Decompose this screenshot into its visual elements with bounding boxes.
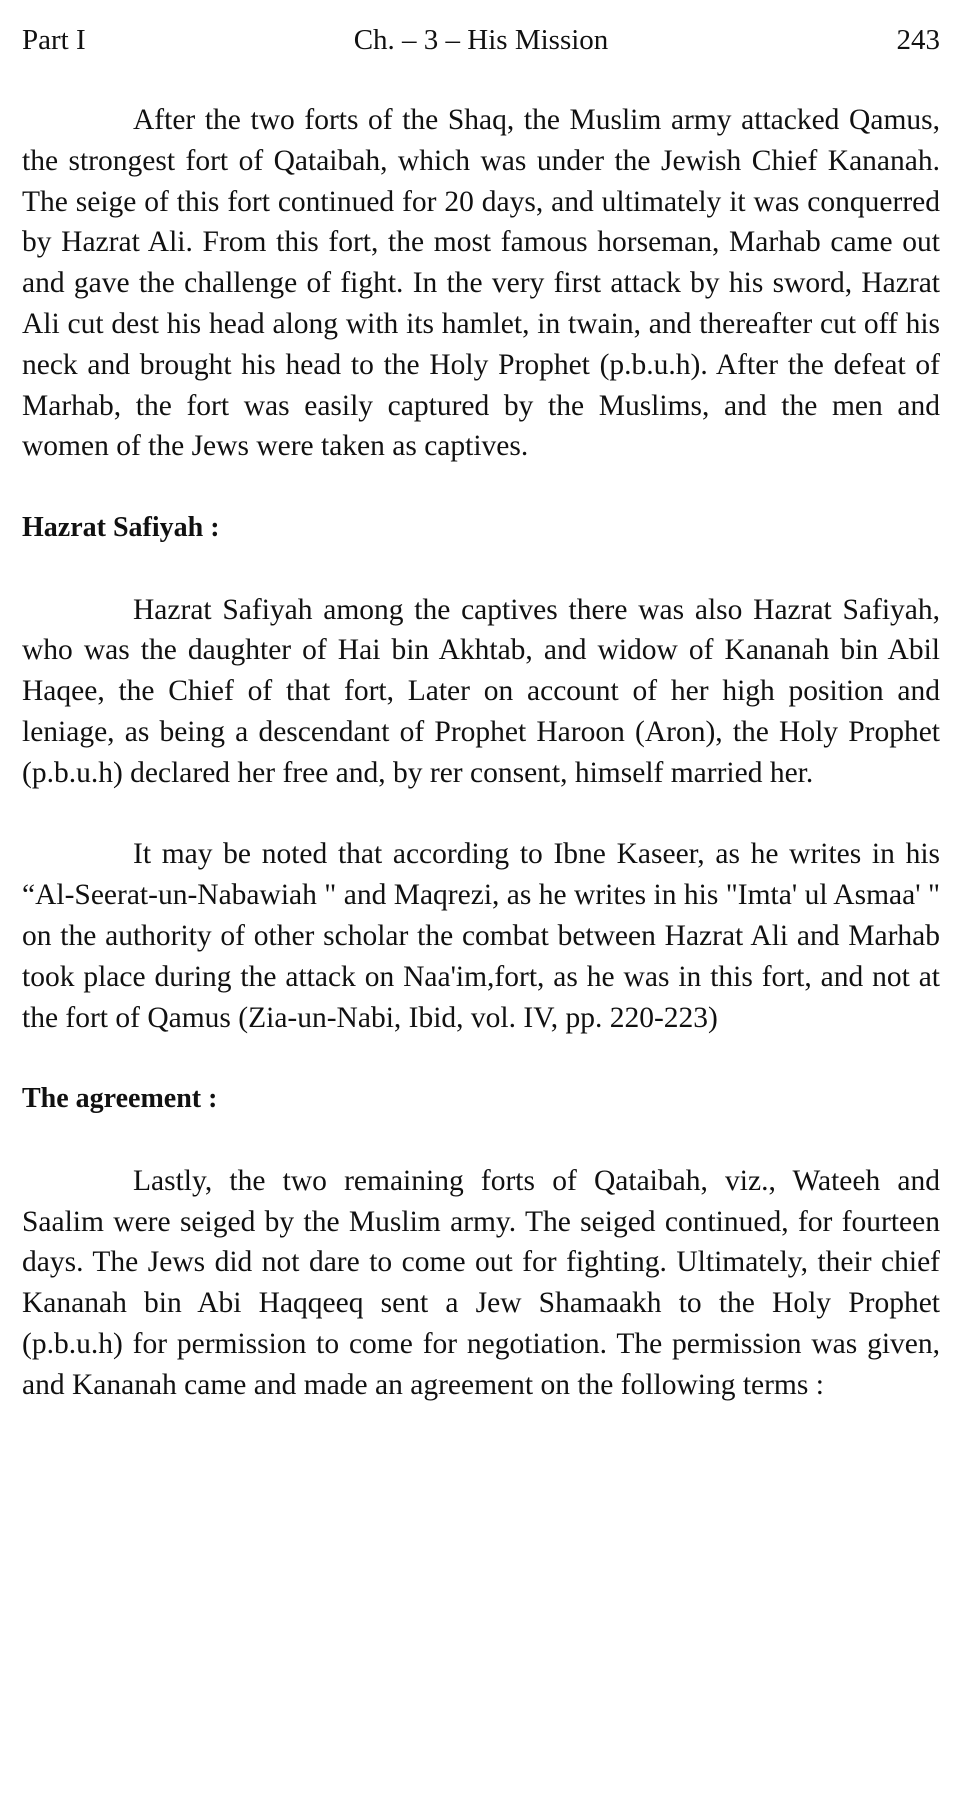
paragraph-agreement: Lastly, the two remaining forts of Qataibah, viz., Wateeh and Saalim were seiged by the Muslim army. The seiged continued, for fourteen days. The Jews did not dare to come out for fighting. Ultimately, their chief Kananah bin Abi Haqqeeq sent a Jew Shamaakh to the Holy Prophet (p.b.u.h) for permission to come for negotiation. The permission was given, and Kananah came and made an agreement on the following terms : <box>22 1164 940 1401</box>
heading-hazrat-safiyah: Hazrat Safiyah : <box>22 511 220 543</box>
body-text <box>22 100 940 1406</box>
heading-the-agreement: The agreement : <box>22 1083 218 1115</box>
paragraph-ibne-kaseer-note: It may be noted that according to Ibne Kaseer, as he writes in his “Al-Seerat-un-Nabawiah " and Maqrezi, as he writes in his "Imta' ul Asmaa' " on the authority of other scholar the combat between Hazrat Ali and Marhab took place during the attack on Naa'im,fort, as he was in this fort, and not at the fort of Qamus (Zia-un-Nabi, Ibid, vol. IV, pp. 220-223) <box>22 838 940 1034</box>
paragraph-fort-qamus: After the two forts of the Shaq, the Muslim army attacked Qamus, the strongest fort of Qataibah, which was under the Jewish Chief Kananah. The seige of this fort continued for 20 days, and ultimately it was conquerred by Hazrat Ali. From this fort, the most famous horseman, Marhab came out and gave the challenge of fight. In the very first attack by his sword, Hazrat Ali cut dest his head along with its hamlet, in twain, and thereafter cut off his neck and brought his head to the Holy Prophet (p.b.u.h). After the defeat of Marhab, the fort was easily captured by the Muslims, and the men and women of the Jews were taken as captives. <box>22 104 940 463</box>
chapter-title: Ch. – 3 – His Mission <box>353 24 609 56</box>
book-page <box>22 0 940 1796</box>
part-label: Part I <box>22 24 86 56</box>
paragraph-hazrat-safiyah: Hazrat Safiyah among the captives there was also Hazrat Safiyah, who was the daughter of Hai bin Akhtab, and widow of Kananah bin Abil Haqee, the Chief of that fort, Later on account of her high position and leniage, as being a descendant of Prophet Haroon (Aron), the Holy Prophet (p.b.u.h) declared her free and, by rer consent, himself married her. <box>22 593 940 789</box>
page-number: 243 <box>896 24 940 56</box>
running-header <box>22 20 940 60</box>
